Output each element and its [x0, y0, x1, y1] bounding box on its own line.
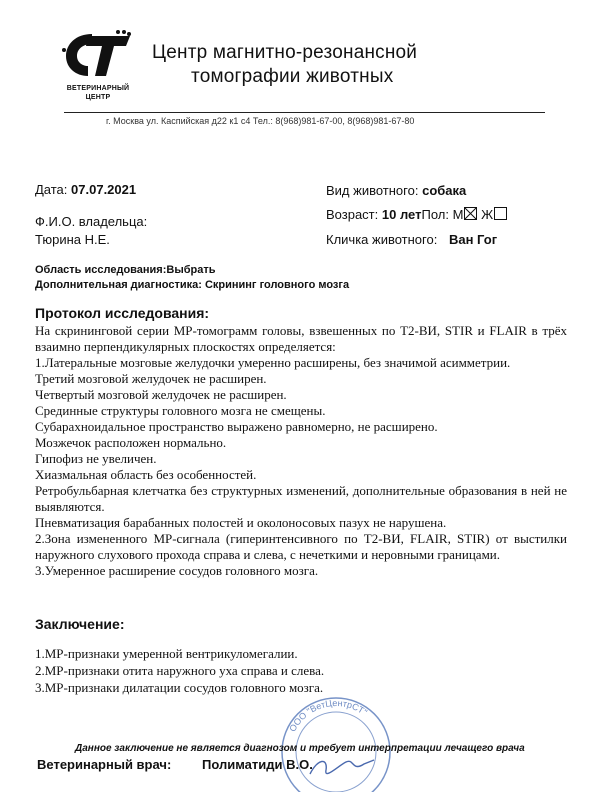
conclusion-heading: Заключение: — [35, 616, 125, 632]
clinic-title-line2: томографии животных — [191, 66, 394, 87]
sex-male-label: М — [452, 207, 464, 222]
conclusion-item: 2.МР-признаки отита наружного уха справа и слева. — [35, 663, 325, 678]
protocol-line: Четвертый мозговой желудочек не расширен. — [35, 387, 287, 402]
clinic-title-line1: Центр магнитно-резонансной — [152, 42, 418, 63]
protocol-line: Ретробульбарная клетчатка без структурных изменений, дополнительные образования в ней не выявляются. — [35, 483, 567, 514]
protocol-intro: На скрининговой серии МР-томограмм головы, взвешенных по T2-ВИ, STIR и FLAIR в трёх взаимно перпендикулярных плоскостях определяется: — [35, 323, 567, 354]
doctor-label: Ветеринарный врач: — [37, 757, 172, 772]
protocol-line: 3.Умеренное расширение сосудов головного мозга. — [35, 563, 319, 578]
pet-name-value: Ван Гог — [448, 232, 498, 247]
stamp-text: ООО "ВетЦентрСТ" — [287, 697, 369, 734]
logo-caption-line1: ВЕТЕРИНАРНЫЙ — [66, 85, 130, 92]
pet-name-label: Кличка животного: — [326, 232, 438, 247]
pet-name-row — [326, 232, 497, 247]
protocol-line: Срединные структуры головного мозга не смещены. — [35, 403, 326, 418]
protocol-line: Пневматизация барабанных полостей и околоносовых пазух не нарушена. — [35, 515, 447, 530]
species-value: собака — [422, 183, 467, 198]
age-value: 10 лет — [381, 207, 422, 222]
date-label: Дата: — [35, 182, 68, 197]
extra-diagnostics-row — [35, 279, 349, 291]
logo-emblem — [58, 28, 138, 84]
sex-female-checkbox[interactable] — [494, 207, 507, 220]
logo-caption-line2: ЦЕНТР — [85, 94, 111, 101]
study-area-row — [35, 264, 216, 276]
protocol-line: Третий мозговой желудочек не расширен. — [35, 371, 267, 386]
study-area-value: Выбрать — [166, 264, 216, 276]
protocol-line: 2.Зона измененного МР-сигнала (гиперинтенсивного по T2-ВИ, FLAIR, STIR) от выстилки наружного слухового прохода справа и слева, с нечеткими и неровными границами. — [35, 531, 567, 562]
conclusion-item: 1.МР-признаки умеренной вентрикуломегалии. — [35, 646, 298, 661]
date-value: 07.07.2021 — [71, 182, 137, 197]
disclaimer-text: Данное заключение не является диагнозом и требует интерпретации лечащего врача — [75, 743, 525, 754]
header-divider — [64, 112, 545, 113]
protocol-line: Хиазмальная область без особенностей. — [35, 467, 257, 482]
date-row — [35, 182, 136, 197]
study-area-label: Область исследования: — [35, 264, 167, 276]
species-row — [326, 183, 466, 198]
protocol-body — [35, 323, 567, 579]
sex-male-checkbox[interactable] — [464, 207, 477, 220]
svg-text:ООО "ВетЦентрСТ" — [287, 698, 369, 733]
sex-female-label: Ж — [481, 207, 494, 222]
extra-diagnostics-value: Скрининг головного мозга — [204, 279, 350, 291]
conclusion-item: 3.МР-признаки дилатации сосудов головного мозга. — [35, 680, 324, 695]
clinic-address: г. Москва ул. Каспийская д22 к1 с4 Тел.: 8(968)981-67-00, 8(968)981-67-80 — [106, 116, 415, 126]
doctor-name: Полиматиди В.О. — [202, 757, 313, 772]
protocol-line: Субарахноидальное пространство выражено равномерно, не расширено. — [35, 419, 438, 434]
age-sex-row — [326, 207, 507, 222]
age-label: Возраст: — [326, 207, 379, 222]
extra-diagnostics-label: Дополнительная диагностика: — [35, 279, 202, 291]
owner-value: Тюрина Н.Е. — [35, 232, 110, 247]
protocol-heading: Протокол исследования: — [35, 305, 210, 321]
protocol-line: Гипофиз не увеличен. — [35, 451, 157, 466]
protocol-line: Мозжечок расположен нормально. — [35, 435, 227, 450]
logo-caption — [58, 84, 138, 102]
clinic-stamp — [276, 688, 394, 792]
sex-label: Пол: — [421, 207, 449, 222]
species-label: Вид животного: — [326, 183, 419, 198]
checkbox-cross-icon — [465, 208, 476, 219]
owner-label: Ф.И.О. владельца: — [35, 214, 148, 229]
stamp-seal-icon — [276, 688, 394, 792]
protocol-line: 1.Латеральные мозговые желудочки умеренно расширены, без значимой асимметрии. — [35, 355, 511, 370]
